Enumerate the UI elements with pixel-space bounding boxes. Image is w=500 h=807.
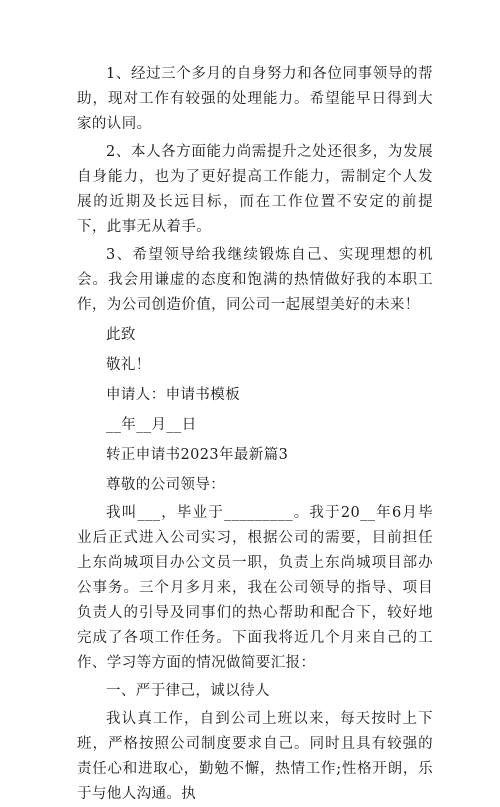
- paragraph-5: 我认真工作，自到公司上班以来，每天按时上下班，严格按照公司制度要求自己。同时且具有较强的责任心和进取心，勤勉不懈，热情工作;性格开朗，乐于与他人沟通。执: [77, 711, 433, 802]
- document-body: [77, 62, 433, 807]
- paragraph-4: 我叫___，毕业于_________。我于20__年6月毕业后正式进入公司实习，根据公司的需要，目前担任上东尚城项目办公文员一职，负责上东尚城项目部办公事务。三个月多月来，我在公司领导的指导、项目负责人的引导及同事们的热心帮助和配合下，较好地完成了各项工作任务。下面我将近几个月来自己的工作、学习等方面的情况做简要汇报：: [77, 505, 433, 671]
- section-title: 转正申请书2023年最新篇3: [106, 447, 289, 463]
- date-line: __年__月__日: [106, 417, 197, 433]
- paragraph-1: 1、经过三个多月的自身努力和各位同事领导的帮助，现对工作有较强的处理能力。希望能早日得到大家的认同。: [77, 66, 433, 132]
- subsection-heading: 一、严于律己，诚以待人: [106, 683, 270, 699]
- applicant-line: 申请人：申请书模板: [106, 387, 241, 403]
- closing-line-1: 此致: [106, 327, 136, 343]
- paragraph-2: 2、本人各方面能力尚需提升之处还很多，为发展自身能力，也为了更好提高工作能力，需制定个人发展的近期及长远目标，而在工作位置不安定的前提下，此事无从着手。: [77, 144, 433, 235]
- closing-line-2: 敬礼！: [106, 357, 151, 373]
- salutation: 尊敬的公司领导：: [106, 477, 226, 493]
- paragraph-3: 3、希望领导给我继续锻炼自己、实现理想的机会。我会用谦虚的态度和饱满的热情做好我的本职工作，为公司创造价值，同公司一起展望美好的未来！: [77, 247, 433, 313]
